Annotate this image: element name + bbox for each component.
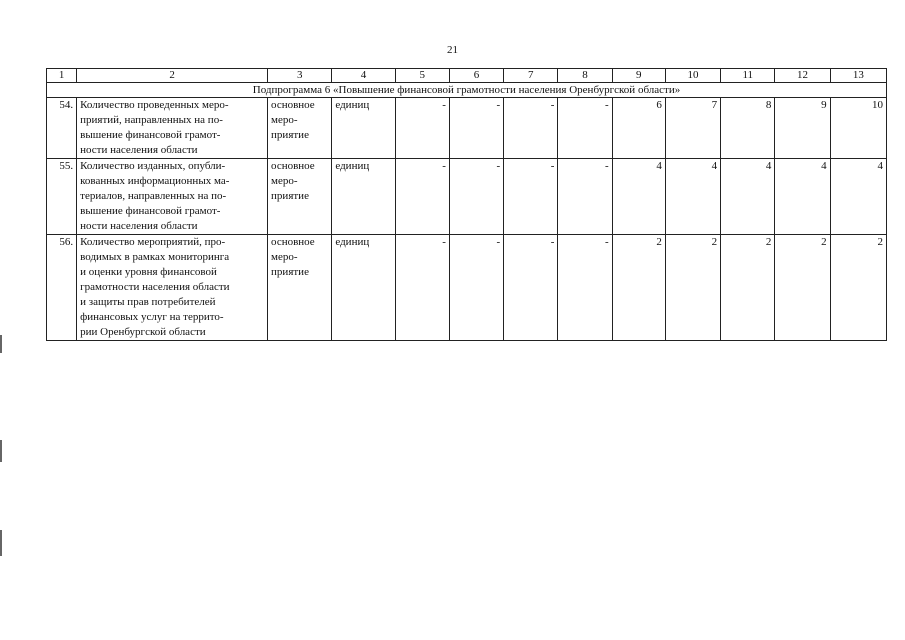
subprogram-title: Подпрограмма 6 «Повышение финансовой грамотности населения Оренбургской области»	[47, 83, 887, 98]
column-header: 10	[665, 69, 720, 83]
value-cell: -	[504, 159, 558, 235]
value-cell: 7	[665, 98, 720, 159]
indicator-name-line: ности населения области	[80, 144, 198, 156]
indicator-name-line: ности населения области	[80, 220, 198, 232]
indicator-name-line: финансовых услуг на террито-	[80, 311, 224, 323]
value-cell: 8	[721, 98, 775, 159]
indicator-type-line: приятие	[271, 190, 309, 202]
value-cell: -	[558, 159, 612, 235]
column-header: 9	[612, 69, 665, 83]
row-number: 56.	[47, 235, 77, 341]
value-cell: -	[504, 98, 558, 159]
indicator-name-line: вышение финансовой грамот-	[80, 205, 221, 217]
indicators-table	[46, 68, 887, 341]
column-header: 7	[504, 69, 558, 83]
indicator-name-line: приятий, направленных на по-	[80, 114, 223, 126]
row-number: 54.	[47, 98, 77, 159]
value-cell: 2	[665, 235, 720, 341]
indicator-name-line: Количество проведенных меро-	[80, 99, 229, 111]
column-header: 5	[395, 69, 449, 83]
indicator-type-line: приятие	[271, 129, 309, 141]
indicator-name	[77, 235, 268, 341]
column-header: 2	[77, 69, 268, 83]
value-cell: -	[558, 98, 612, 159]
value-cell: 10	[830, 98, 886, 159]
table-row	[47, 235, 887, 341]
column-header: 11	[721, 69, 775, 83]
column-header: 6	[449, 69, 503, 83]
scan-margin-mark	[0, 440, 2, 462]
indicator-name-line: и защиты прав потребителей	[80, 296, 216, 308]
unit-of-measure: единиц	[332, 159, 395, 235]
value-cell: 4	[612, 159, 665, 235]
unit-of-measure: единиц	[332, 235, 395, 341]
unit-of-measure: единиц	[332, 98, 395, 159]
column-header: 12	[775, 69, 830, 83]
indicator-type	[268, 235, 332, 341]
indicator-name-line: водимых в рамках мониторинга	[80, 251, 230, 263]
value-cell: -	[449, 98, 503, 159]
indicator-name	[77, 98, 268, 159]
value-cell: 6	[612, 98, 665, 159]
value-cell: 2	[775, 235, 830, 341]
value-cell: 4	[665, 159, 720, 235]
indicator-type-line: приятие	[271, 266, 309, 278]
table-row	[47, 159, 887, 235]
indicator-type-line: основное	[271, 236, 315, 248]
indicator-name-line: кованных информационных ма-	[80, 175, 230, 187]
value-cell: -	[504, 235, 558, 341]
value-cell: -	[449, 159, 503, 235]
value-cell: -	[395, 235, 449, 341]
indicator-type-line: основное	[271, 99, 315, 111]
indicator-name-line: Количество изданных, опубли-	[80, 160, 226, 172]
indicator-type	[268, 159, 332, 235]
scan-margin-mark	[0, 335, 2, 353]
indicator-type-line: меро-	[271, 175, 298, 187]
value-cell: -	[395, 159, 449, 235]
table-row	[47, 98, 887, 159]
subprogram-title-row	[47, 83, 887, 98]
value-cell: 4	[830, 159, 886, 235]
indicator-name-line: териалов, направленных на по-	[80, 190, 227, 202]
column-header: 13	[830, 69, 886, 83]
column-header: 3	[268, 69, 332, 83]
value-cell: 9	[775, 98, 830, 159]
indicator-name-line: грамотности населения области	[80, 281, 230, 293]
indicator-type-line: меро-	[271, 251, 298, 263]
indicator-type-line: меро-	[271, 114, 298, 126]
indicator-name-line: рии Оренбургской области	[80, 326, 206, 338]
value-cell: 4	[721, 159, 775, 235]
column-header: 4	[332, 69, 395, 83]
page-number: 21	[447, 44, 458, 56]
indicator-type-line: основное	[271, 160, 315, 172]
value-cell: 4	[775, 159, 830, 235]
row-number: 55.	[47, 159, 77, 235]
value-cell: 2	[830, 235, 886, 341]
column-number-header-row	[47, 69, 887, 83]
indicator-name-line: и оценки уровня финансовой	[80, 266, 217, 278]
indicator-name-line: вышение финансовой грамот-	[80, 129, 221, 141]
column-header: 1	[47, 69, 77, 83]
indicator-name	[77, 159, 268, 235]
value-cell: 2	[612, 235, 665, 341]
value-cell: -	[558, 235, 612, 341]
scan-margin-mark	[0, 530, 2, 556]
value-cell: -	[395, 98, 449, 159]
value-cell: -	[449, 235, 503, 341]
indicator-type	[268, 98, 332, 159]
value-cell: 2	[721, 235, 775, 341]
indicator-name-line: Количество мероприятий, про-	[80, 236, 226, 248]
column-header: 8	[558, 69, 612, 83]
